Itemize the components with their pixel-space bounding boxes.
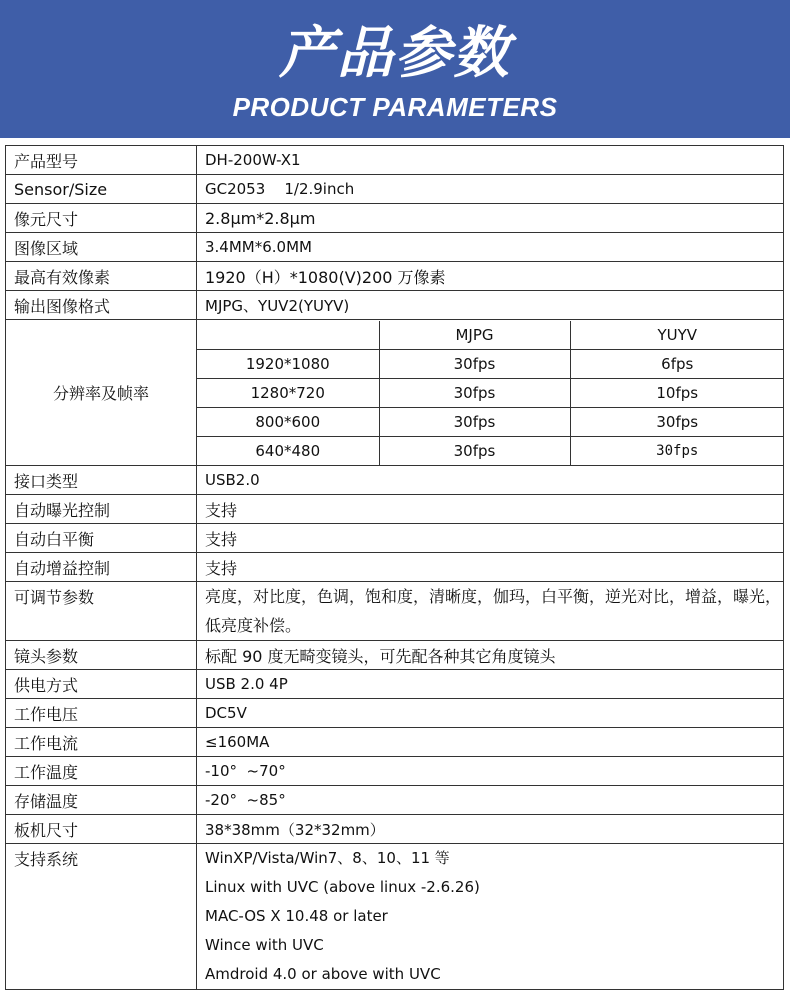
page-header [0,0,790,138]
spec-value: DH-200W-X1 [197,146,784,175]
table-row [6,699,784,728]
spec-value: 3.4MM*6.0MM [197,233,784,262]
table-row [6,175,784,204]
table-row [6,815,784,844]
spec-label: 接口类型 [6,466,197,495]
spec-value: 38*38mm（32*32mm） [197,815,784,844]
res-header: MJPG [379,321,570,350]
os-line: MAC-OS X 10.48 or later [205,907,388,925]
spec-label: 自动增益控制 [6,553,197,582]
table-row [6,146,784,175]
table-row [6,524,784,553]
spec-label: 支持系统 [6,844,197,990]
spec-value: 1920（H）*1080(V)200 万像素 [197,262,784,291]
res-cell: 30fps [379,378,570,407]
res-cell: 30fps [379,349,570,378]
spec-value: USB2.0 [197,466,784,495]
table-row [197,407,784,436]
table-row [197,349,784,378]
spec-value: USB 2.0 4P [197,670,784,699]
page-title-cn: 产品参数 [279,21,511,86]
spec-value: -10° ~70° [197,757,784,786]
spec-label: Sensor/Size [6,175,197,204]
res-cell: 30fps [379,407,570,436]
spec-label: 板机尺寸 [6,815,197,844]
os-line: Linux with UVC (above linux -2.6.26) [205,878,480,896]
table-row [6,844,784,990]
table-row [6,786,784,815]
table-row [6,320,784,466]
res-header: YUYV [570,321,784,350]
table-row [6,495,784,524]
table-row [6,757,784,786]
res-cell: 1280*720 [197,378,379,407]
table-row [197,436,784,465]
spec-value: 支持 [197,524,784,553]
table-row [6,204,784,233]
spec-value: 标配 90 度无畸变镜头，可先配各种其它角度镜头 [197,641,784,670]
table-row [6,641,784,670]
table-row [6,670,784,699]
table-row [6,582,784,641]
spec-label: 输出图像格式 [6,291,197,320]
spec-value: -20° ~85° [197,786,784,815]
os-line: Amdroid 4.0 or above with UVC [205,965,441,983]
spec-label: 工作电压 [6,699,197,728]
table-row [197,321,784,350]
res-cell: 30fps [379,436,570,465]
spec-label: 产品型号 [6,146,197,175]
resolution-label: 分辨率及帧率 [6,320,197,466]
spec-label: 可调节参数 [6,582,197,641]
spec-value: DC5V [197,699,784,728]
res-cell: 30fps [570,407,784,436]
spec-label: 工作温度 [6,757,197,786]
resolution-cell [197,320,784,466]
res-cell: 6fps [570,349,784,378]
spec-value: 2.8μm*2.8μm [197,204,784,233]
spec-table [5,145,784,990]
os-list [197,844,784,990]
os-line: WinXP/Vista/Win7、8、10、11 等 [205,849,450,867]
res-cell: 30fps [570,436,784,465]
table-row [6,728,784,757]
spec-label: 工作电流 [6,728,197,757]
res-cell: 10fps [570,378,784,407]
spec-label: 自动白平衡 [6,524,197,553]
res-cell: 1920*1080 [197,349,379,378]
spec-label: 镜头参数 [6,641,197,670]
table-row [6,553,784,582]
res-cell: 640*480 [255,441,321,460]
spec-label: 供电方式 [6,670,197,699]
table-row [6,233,784,262]
spec-label: 最高有效像素 [6,262,197,291]
spec-value: 亮度，对比度，色调，饱和度，清晰度，伽玛，白平衡，逆光对比，增益，曝光，低亮度补偿。 [197,582,784,641]
table-row [197,378,784,407]
spec-label: 像元尺寸 [6,204,197,233]
table-row [6,291,784,320]
spec-label: 自动曝光控制 [6,495,197,524]
spec-value: GC2053 1/2.9inch [197,175,784,204]
resolution-table [197,321,784,465]
page-title-en: PRODUCT PARAMETERS [232,92,558,122]
res-cell: 800*600 [197,407,379,436]
table-row [6,262,784,291]
spec-value: 支持 [197,553,784,582]
os-line: Wince with UVC [205,936,324,954]
spec-label: 存储温度 [6,786,197,815]
spec-value: ≤160MA [197,728,784,757]
spec-label: 图像区域 [6,233,197,262]
spec-value: 支持 [197,495,784,524]
res-header [197,321,379,350]
table-row [6,466,784,495]
spec-value: MJPG、YUV2(YUYV) [197,291,784,320]
